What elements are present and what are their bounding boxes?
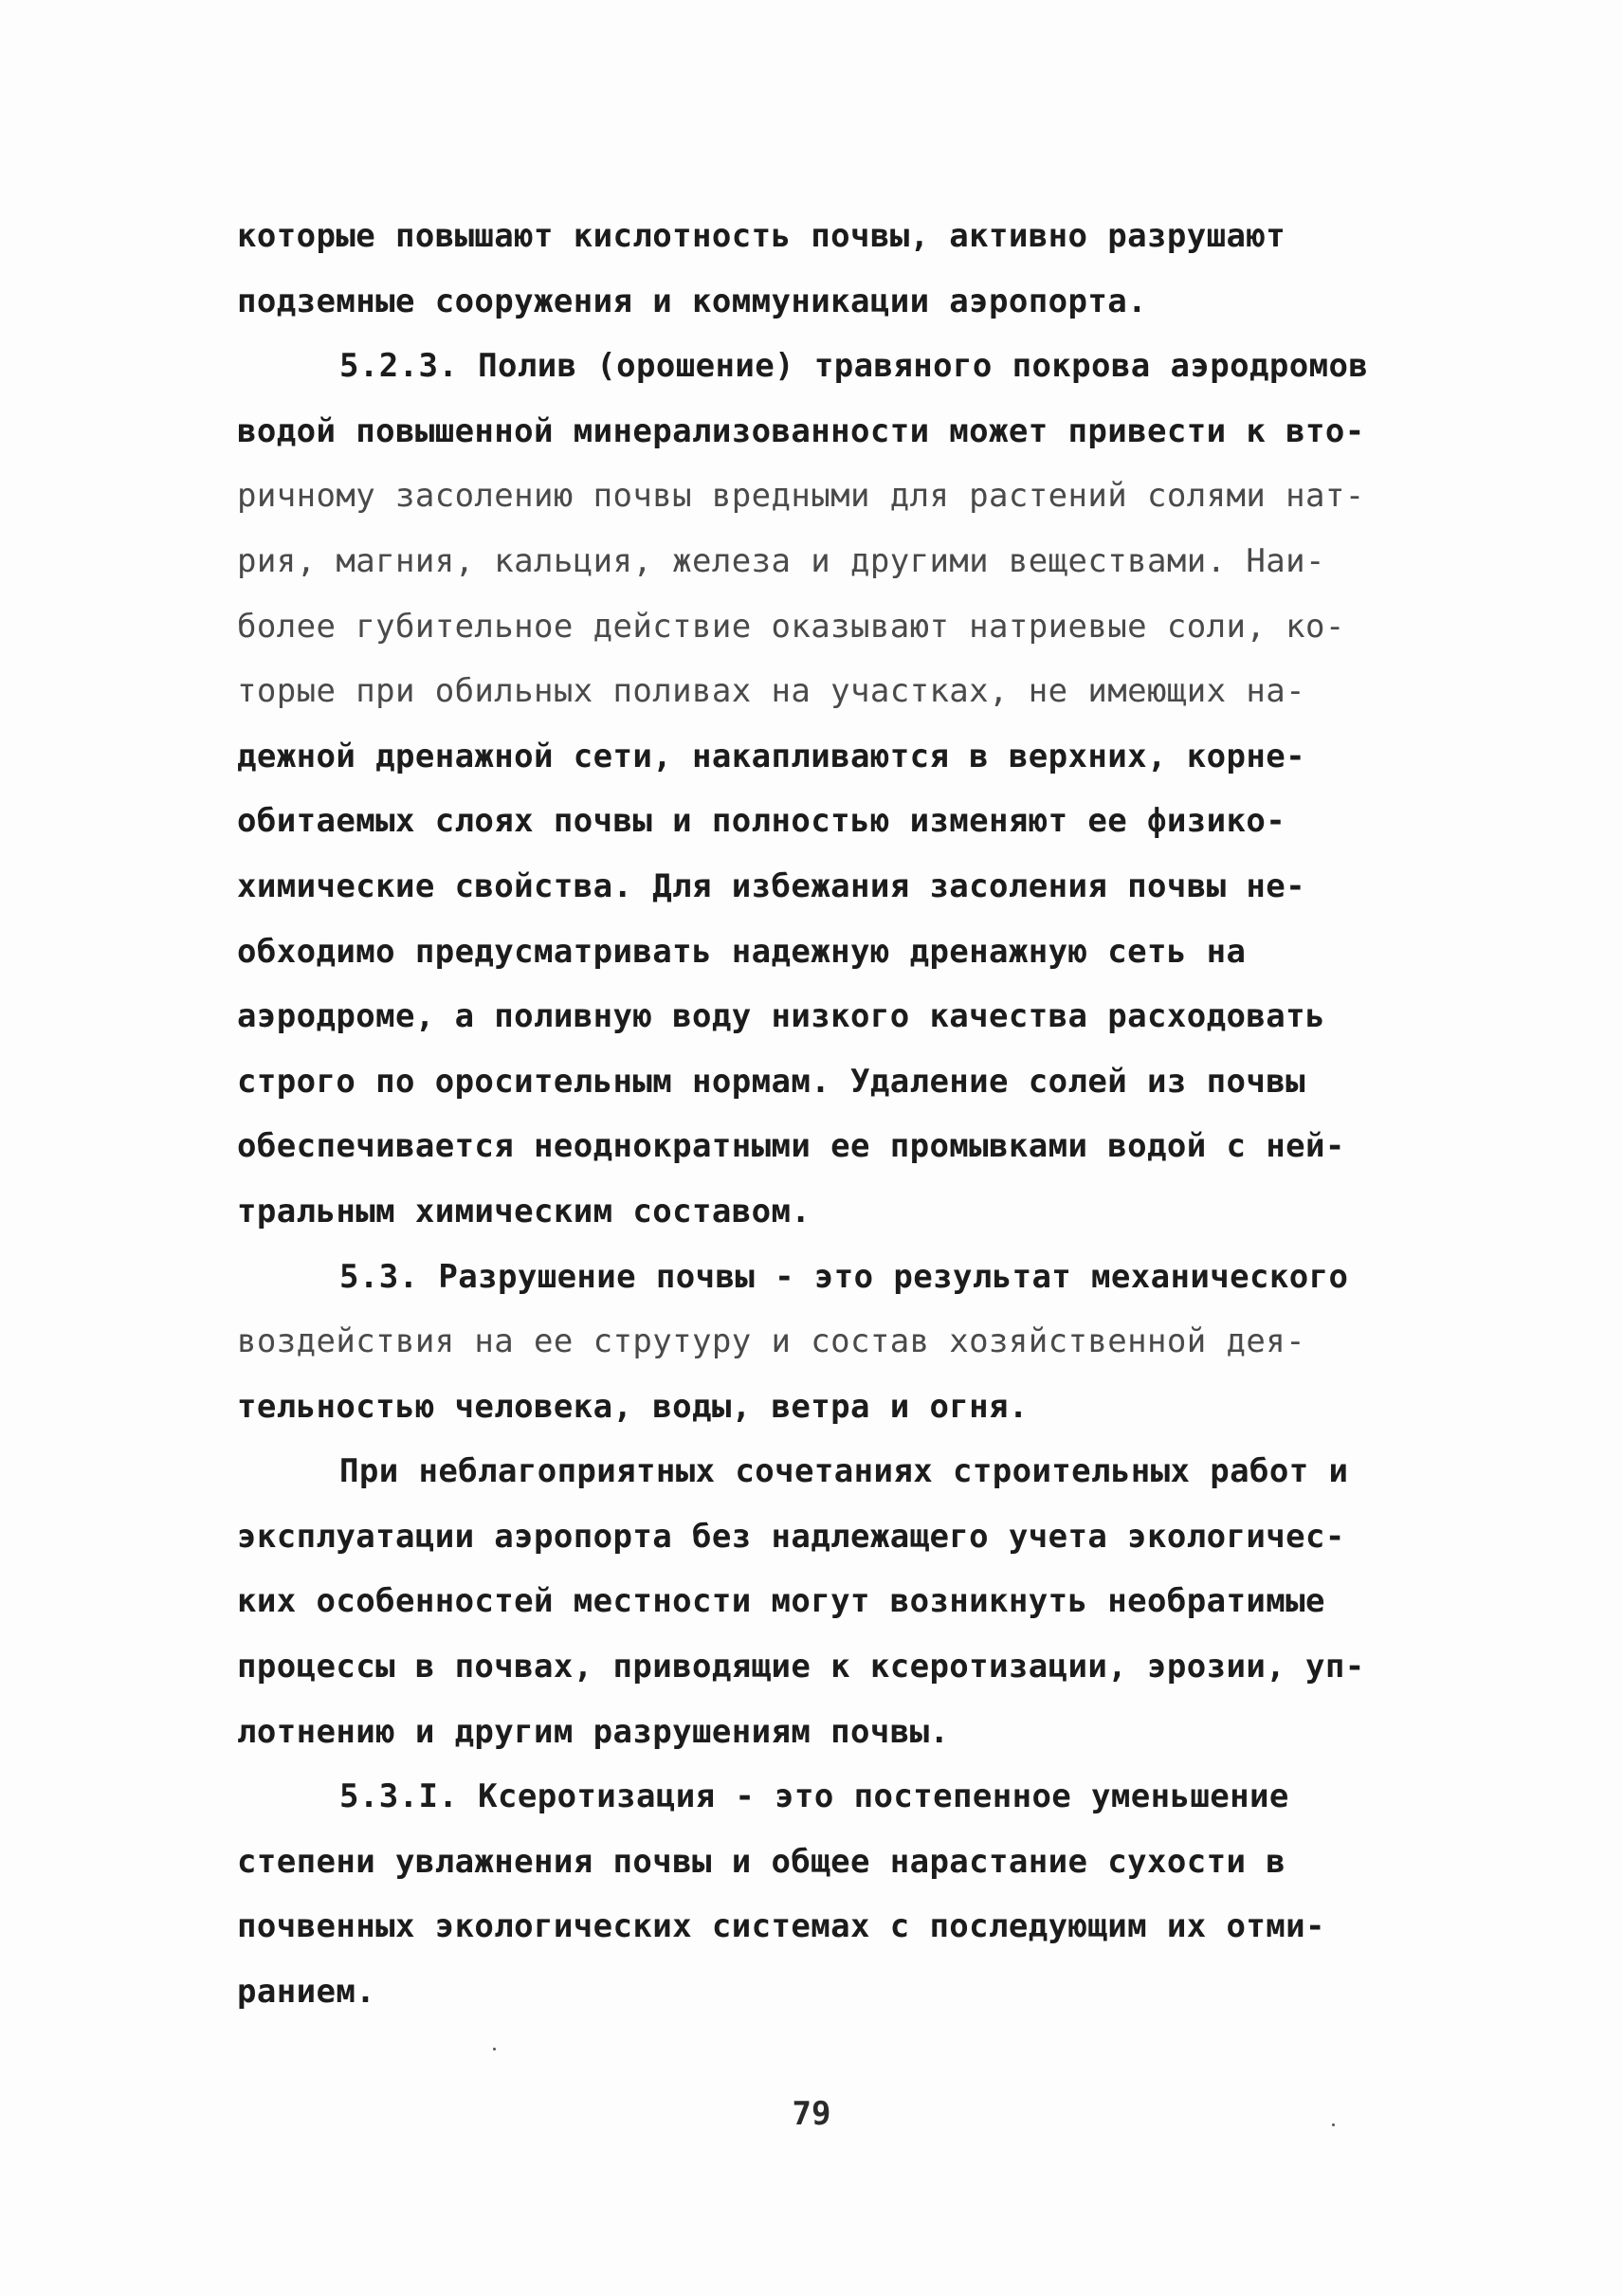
text-line: обеспечивается неоднократными ее промывками водой с ней- [237,1127,1345,1166]
text-line: дежной дренажной сети, накапливаются в верхних, корне- [237,737,1305,775]
text-line: почвенных экологических системах с последующим их отми- [237,1907,1325,1946]
text-line: более губительное действие оказывают натриевые соли, ко- [237,607,1345,646]
text-line: аэродроме, а поливную воду низкого качества расходовать [237,997,1325,1036]
text-line: химические свойства. Для избежания засоления почвы не- [237,866,1305,905]
text-line: строго по оросительным нормам. Удаление солей из почвы [237,1062,1305,1101]
text-line: ричному засолению почвы вредными для растений солями нат- [237,477,1365,516]
text-line: ких особенностей местности могут возникнуть необратимые [237,1582,1325,1621]
text-line: подземные сооружения и коммуникации аэропорта. [237,282,1148,320]
scan-speck [493,2048,496,2050]
text-line: воздействия на ее струтуру и состав хозяйственной дея- [237,1322,1305,1361]
text-line: тральным химическим составом. [237,1192,812,1230]
text-line: ранием. [237,1973,376,2012]
section-5-2-3-heading-line: 5.2.3. Полив (орошение) травяного покрова аэродромов [339,347,1369,386]
text-line: которые повышают кислотность почвы, активно разрушают [237,217,1286,255]
text-line: обитаемых слоях почвы и полностью изменяют ее физико- [237,802,1286,841]
text-line: процессы в почвах, приводящие к ксеротизации, эрозии, уп- [237,1648,1365,1686]
text-line: эксплуатации аэропорта без надлежащего учета экологичес- [237,1517,1345,1556]
scan-speck [1332,2123,1335,2126]
text-line: водой повышенной минерализованности может привести к вто- [237,411,1365,450]
text-line: степени увлажнения почвы и общее нарастание сухости в [237,1842,1286,1881]
text-line: рия, магния, кальция, железа и другими веществами. Наи- [237,541,1325,580]
paragraph-start-line: При неблагоприятных сочетаниях строительных работ и [339,1452,1349,1491]
text-line: обходимо предусматривать надежную дренажную сеть на [237,932,1247,971]
text-line: тельностью человека, воды, ветра и огня. [237,1387,1029,1426]
section-5-3-1-heading-line: 5.3.I. Ксеротизация - это постепенное уменьшение [339,1777,1289,1816]
body-text [237,204,1403,2025]
section-5-3-heading-line: 5.3. Разрушение почвы - это результат механического [339,1257,1349,1296]
text-line: торые при обильных поливах на участках, не имеющих на- [237,672,1305,711]
text-line: лотнению и другим разрушениям почвы. [237,1712,950,1751]
page-number: 79 [792,2095,831,2133]
